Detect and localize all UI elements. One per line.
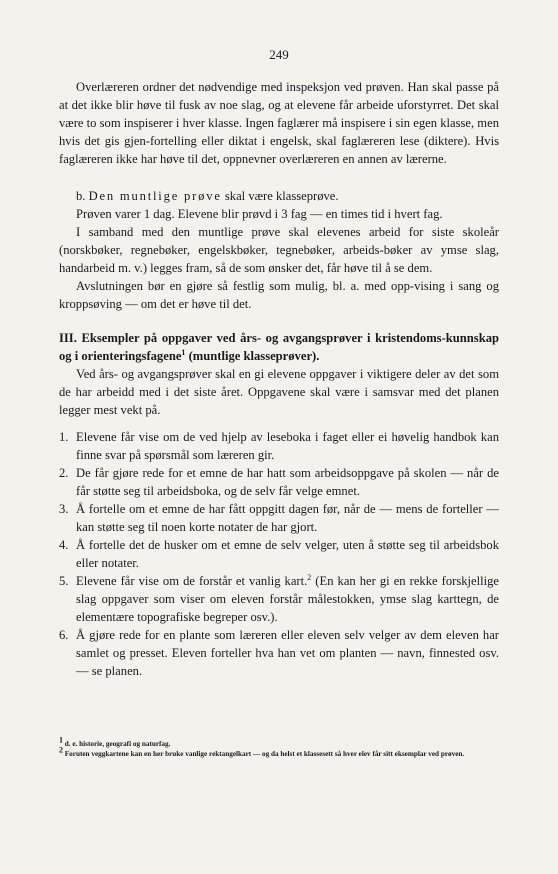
list-item: 1. Elevene får vise om de ved hjelp av leseboka i faget eller ei høvelig handbok kan finne svar på spørsmål som læreren gir. (59, 430, 499, 462)
paragraph-duration: Prøven varer 1 dag. Elevene blir prøvd i 3 fag — en times tid i hvert fag. (76, 207, 443, 221)
section-b-heading: b. Den muntlige prøve skal være klasseprøve. (76, 189, 339, 203)
footnotes (59, 735, 499, 759)
page-number: 249 (269, 47, 289, 62)
paragraph-inspection: Overlæreren ordner det nødvendige med inspeksjon ved prøven. Han skal passe på at det ikke blir høve til fusk av noe slag, og at elevene får arbeide uforstyrret. Det skal være to som inspiserer i hver klasse. Ingen faglærer må inspisere i sin egen klasse, men hvis det gis gjen-fortelling eller diktat i engelsk, skal faglæreren lese (diktere). Hvis faglæreren ikke har høve til det, oppnevner overlæreren en annen av lærerne. (59, 80, 499, 166)
footnote-ref-2: 2 (307, 572, 312, 582)
section-iii-heading: III. Eksempler på oppgaver ved års- og avgangsprøver i kristendoms-kunnskap og i orienteringsfagene$^1$ (muntlige klasseprøver). (59, 331, 499, 363)
paragraph-closing: Avslutningen bør en gjøre så festlig som mulig, bl. a. med opp-vising i sang og kroppsøving — om det er høve til det. (59, 279, 499, 311)
list-item: 5. Elevene får vise om de forstår et vanlig kart.$^2$ (En kan her gi en rekke forskjellige slag oppgaver som viser om eleven forstår målestokken, ymse slag karttegn, de elementære topografiske begreper osv.). (59, 572, 499, 624)
task-list (59, 428, 499, 680)
footnote-2: $^2$ Foruten veggkartene kan en her bruke vanlige rektangelkart — og da helst et klassesett så hver elev får sitt eksemplar ved prøven. (59, 745, 465, 758)
list-item: 3. Å fortelle om et emne de har fått oppgitt dagen før, når de — mens de forteller — kan støtte seg til noen korte notater de har gjort. (59, 502, 499, 534)
paragraph-work-display: I samband med den muntlige prøve skal elevenes arbeid for siste skoleår (norskbøker, regnebøker, engelskbøker, tegnebøker, arbeids-bøker av ymse slag, handarbeid m. v.) legges fram, så de som ønsker det, får høve til å se dem. (59, 225, 499, 275)
footnote-1: $^1$ d. e. historie, geografi og naturfag. (59, 735, 171, 748)
body-text (59, 78, 499, 680)
section-iii-intro: Ved års- og avgangsprøver skal en gi elevene oppgaver i viktigere deler av det som de har arbeidd med i det siste året. Oppgavene skal være i samsvar med det planen legger mest vekt på. (59, 367, 499, 417)
list-item: 4. Å fortelle det de husker om et emne de selv velger, uten å støtte seg til arbeidsbok eller notater. (59, 538, 499, 570)
list-item: 2. De får gjøre rede for et emne de har hatt som arbeidsoppgave på skolen — når de får støtte seg til arbeidsboka, og de selv får velge emnet. (59, 466, 499, 498)
section-b-spaced-title: Den muntlige prøve (88, 189, 222, 203)
list-item: 6. Å gjøre rede for en plante som læreren eller eleven selv velger av dem eleven har samlet og presset. Eleven forteller hva han vet om planten — navn, finnested osv. — se planen. (59, 628, 499, 678)
footnote-ref-1: 1 (181, 347, 186, 357)
